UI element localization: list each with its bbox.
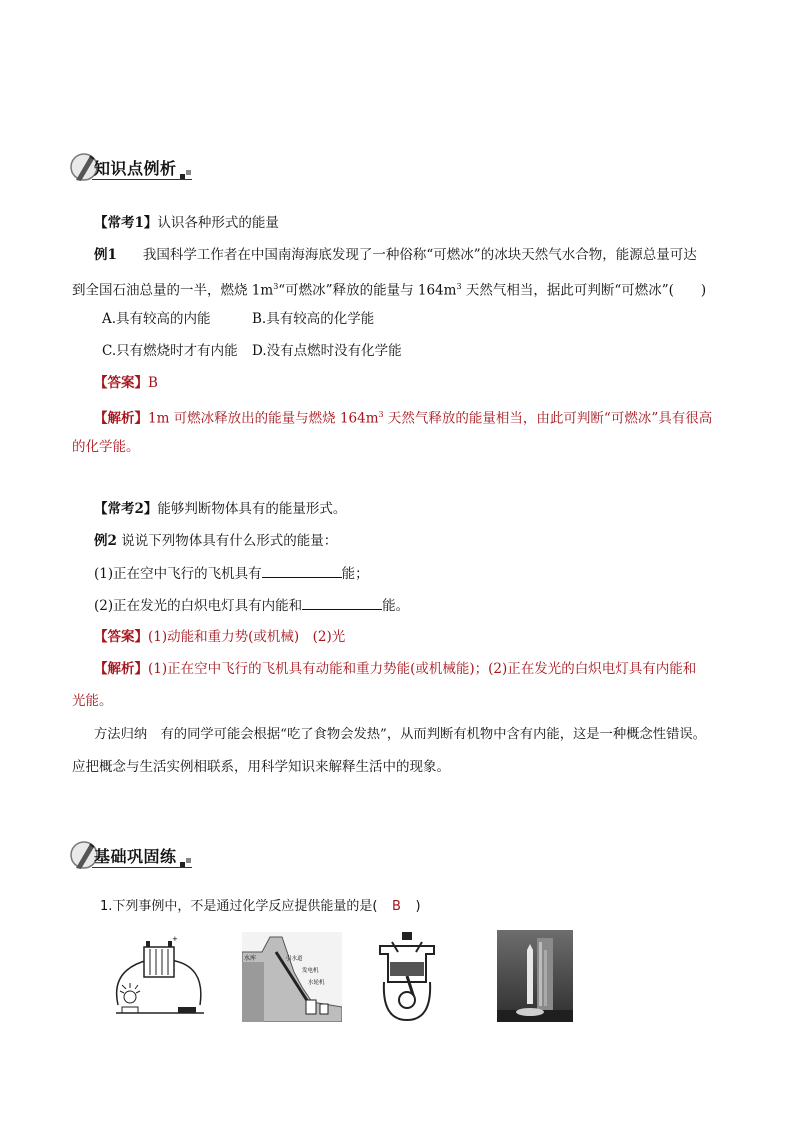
analysis1-line2: 的化学能。 (72, 439, 140, 455)
block2-heading (94, 500, 346, 518)
option-c: C.只有燃烧时才有内能 (102, 343, 238, 359)
section-underline (92, 179, 192, 180)
corner-mark-icon (180, 858, 192, 868)
answer-tag: 【答案】 (94, 375, 148, 391)
example-label: 例2 (94, 533, 117, 549)
example2-item2: (2)正在发光的白炽电灯具有内能和 能。 (94, 598, 410, 614)
hydropower-station-image (242, 932, 342, 1022)
section-banner-knowledge (70, 150, 200, 184)
battery-circuit-image (108, 935, 210, 1025)
answer-value: B (392, 899, 401, 914)
question-text: 我国科学工作者在中国南海海底发现了一种俗称“可燃冰”的冰块天然气水合物，能源总量可达 (142, 247, 697, 263)
analysis-tag: 【解析】 (94, 661, 148, 677)
section-title: 基础巩固练 (94, 847, 177, 866)
analysis2-line2: 光能。 (72, 693, 113, 709)
svg-text:水轮机: 水轮机 (308, 980, 325, 986)
answer-value: (1)动能和重力势(或机械) (2)光 (148, 629, 346, 645)
svg-text:水库: 水库 (244, 955, 257, 962)
answer2 (94, 628, 345, 646)
fill-blank[interactable] (262, 564, 342, 578)
topic-text: 能够判断物体具有的能量形式。 (157, 501, 347, 517)
answer-value: B (148, 375, 158, 391)
rocket-launch-image (497, 930, 573, 1022)
svg-text:发电机: 发电机 (302, 968, 319, 974)
option-d: D.没有点燃时没有化学能 (252, 343, 402, 359)
block1-heading (94, 214, 279, 232)
tag-label: 【常考1】 (94, 215, 158, 231)
example1-line2: 到全国石油总量的一半，燃烧 $1m^3“$可燃冰”释放的能量与 $164m^3$ 天然气相当，据此可判断“可燃冰”( ) (72, 282, 707, 299)
answer-tag: 【答案】 (94, 629, 148, 645)
question-1: 1.下列事例中，不是通过化学反应提供能量的是( B ) (100, 899, 421, 914)
section-title: 知识点例析 (94, 159, 177, 178)
option-a: A.具有较高的内能 (102, 311, 211, 327)
example2-item1: (1)正在空中飞行的飞机具有 能； (94, 566, 369, 582)
analysis-tag: 【解析】 (94, 410, 148, 427)
section-underline (92, 867, 192, 868)
section-banner-practice (70, 838, 200, 872)
example1-line1 (94, 246, 697, 264)
corner-mark-icon (180, 170, 192, 180)
example-label: 例1 (94, 247, 117, 263)
svg-text:引水道: 引水道 (286, 956, 303, 962)
topic-text: 认识各种形式的能量 (157, 215, 279, 231)
tag-label: 【常考2】 (94, 501, 158, 517)
analysis1-line1: 【解析】1m 可燃冰释放出的能量与燃烧 $164m^3$ 天然气释放的能量相当，由此可判断“可燃冰”具有很高 (94, 410, 713, 427)
example2-question: 例2 说说下列物体具有什么形式的能量： (94, 533, 338, 549)
engine-cylinder-image (372, 932, 442, 1024)
method-summary-line2: 应把概念与生活实例相联系，用科学知识来解释生活中的现象。 (72, 759, 450, 775)
analysis2-line1: 【解析】(1)正在空中飞行的飞机具有动能和重力势能(或机械能)；(2)正在发光的白炽电灯具有内能和 (94, 661, 697, 677)
svg-text:+: + (172, 935, 178, 943)
option-b: B.具有较高的化学能 (252, 311, 375, 327)
method-summary-line1: 方法归纳 有的同学可能会根据“吃了食物会发热”，从而判断有机物中含有内能，这是一种概念性错误。 (94, 727, 706, 742)
fill-blank[interactable] (302, 596, 382, 610)
answer1 (94, 374, 158, 392)
